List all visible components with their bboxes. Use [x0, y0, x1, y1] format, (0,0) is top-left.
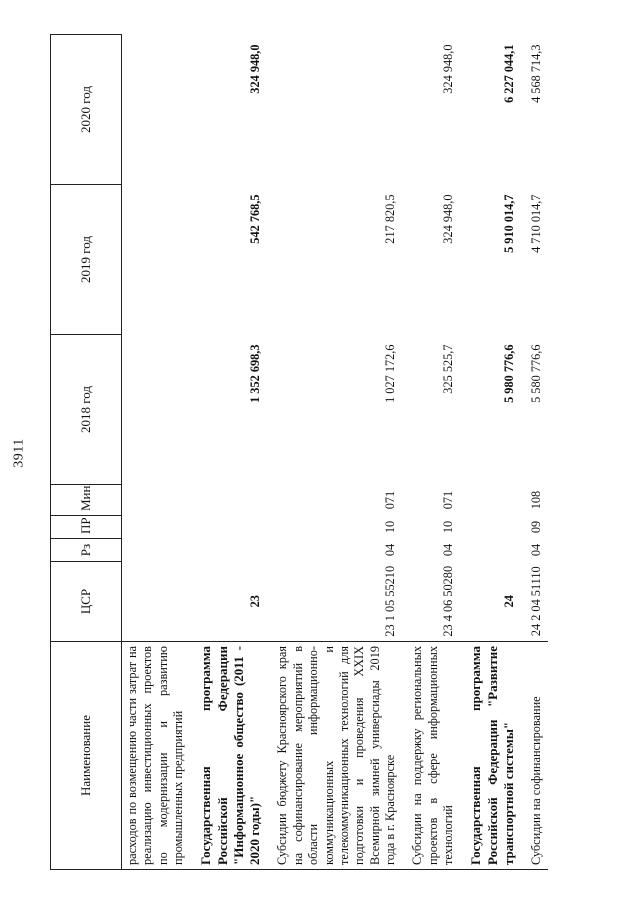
header-min: Мин [51, 485, 122, 516]
table-row [195, 35, 266, 870]
row-pr: 10 [441, 520, 456, 534]
row-2020: 6 227 044,1 [501, 44, 516, 103]
header-2020: 2020 год [51, 35, 122, 185]
table-row [272, 35, 401, 870]
row-2019: 324 948,0 [441, 194, 456, 244]
row-rz: 04 [529, 543, 544, 557]
row-csr: 23 1 05 55210 [382, 565, 397, 637]
row-2019: 542 768,5 [248, 194, 263, 244]
row-2019: 217 820,5 [382, 194, 397, 244]
row-name: расходов по возмещению части затрат на реализацию инвестиционных проектов по модернизации и развитию промышленных предприятий [122, 642, 190, 870]
page-number-container [0, 0, 40, 905]
row-rz [122, 539, 190, 562]
table-row [407, 35, 459, 870]
row-rz [465, 539, 520, 562]
row-name: Субсидии на софинансирование [526, 642, 547, 870]
row-csr: 23 [248, 595, 263, 608]
row-2020 [272, 35, 401, 185]
header-2019: 2019 год [51, 185, 122, 335]
row-pr: 09 [529, 520, 544, 534]
row-min [195, 485, 266, 516]
row-2019 [122, 185, 190, 335]
row-2018: 5 980 776,6 [501, 344, 516, 403]
budget-table [50, 34, 548, 870]
row-pr [465, 516, 520, 539]
row-2019: 5 910 014,7 [501, 194, 516, 253]
row-min: 071 [441, 490, 456, 510]
table-header-row [51, 35, 122, 870]
header-2018: 2018 год [51, 335, 122, 485]
row-min: 071 [382, 490, 397, 510]
row-min [122, 485, 190, 516]
row-rz: 04 [441, 543, 456, 557]
row-pr [122, 516, 190, 539]
table-row [122, 35, 190, 870]
header-rz: Рз [51, 539, 122, 562]
row-2020 [122, 35, 190, 185]
row-csr [122, 562, 190, 642]
row-pr [195, 516, 266, 539]
row-2020: 4 568 714,3 [529, 44, 544, 103]
budget-table-sheet [50, 35, 610, 870]
row-min: 108 [529, 490, 544, 510]
row-pr: 10 [382, 520, 397, 534]
header-pr: ПР [51, 516, 122, 539]
header-csr: ЦСР [51, 562, 122, 642]
row-2020: 324 948,0 [248, 44, 263, 94]
row-2018 [122, 335, 190, 485]
row-csr: 23 4 06 50280 [441, 565, 456, 637]
row-2018: 1 352 698,3 [248, 344, 263, 403]
row-csr: 24 2 04 51110 [529, 566, 544, 637]
header-name: Наименование [51, 642, 122, 870]
page-number: 3911 [11, 437, 27, 468]
row-name: Субсидии на поддержку региональных проектов в сфере информационных технологий [407, 642, 459, 870]
row-rz: 04 [382, 543, 397, 557]
row-2020: 324 948,0 [441, 44, 456, 94]
row-2018: 1 027 172,6 [382, 344, 397, 403]
row-csr: 24 [501, 595, 516, 608]
row-name: Субсидии бюджету Красноярского края на софинансирование мероприятий в области информационно-коммуникационных и телекоммуникационных технологий для подготовки и проведения XXIX Всемирной зимней универсиады 2019 года в г. Красноярске [272, 642, 401, 870]
row-2018: 5 580 776,6 [529, 344, 544, 403]
table-row [465, 35, 520, 870]
row-2018: 325 525,7 [441, 344, 456, 394]
row-name: Государственная программа Российской Федерации "Информационное общество (2011 - 2020 годы)" [195, 642, 266, 870]
table-row [526, 35, 547, 870]
row-min [465, 485, 520, 516]
row-name: Государственная программа Российской Федерации "Развитие транспортной системы" [465, 642, 520, 870]
row-2019: 4 710 014,7 [529, 194, 544, 253]
row-rz [195, 539, 266, 562]
